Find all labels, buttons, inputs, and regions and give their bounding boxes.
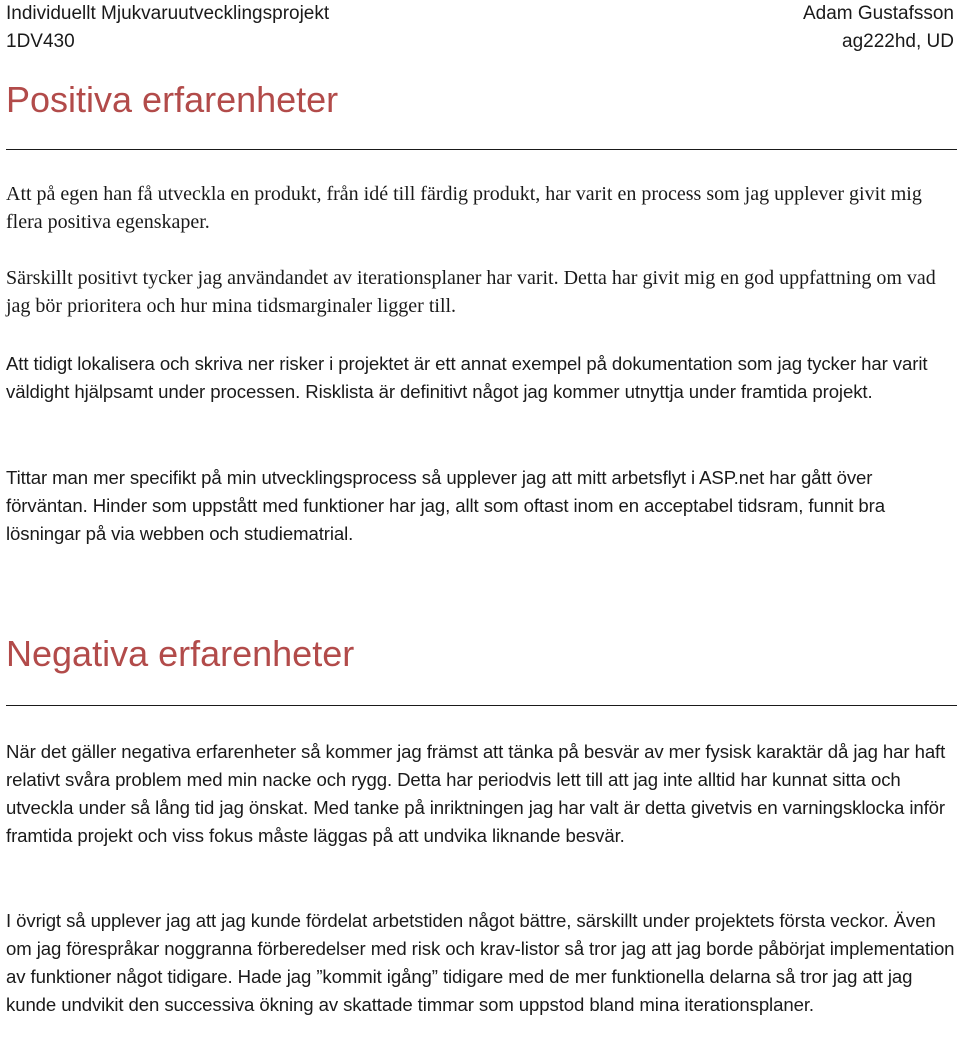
heading-underline bbox=[6, 149, 957, 150]
positive-paragraph-2: Särskillt positivt tycker jag användandet av iterationsplaner har varit. Detta har givit mig en god uppfattning om vad jag bör prioritera och hur mina tidsmarginaler ligger till. bbox=[6, 267, 936, 317]
course-title: Individuellt Mjukvaruutvecklingsprojekt bbox=[6, 3, 330, 24]
heading-underline bbox=[6, 705, 957, 706]
positive-paragraph-3: Att tidigt lokalisera och skriva ner risker i projektet är ett annat exempel på dokumentation som jag tycker har varit väldight hjälpsamt under processen. Risklista är definitivt något jag kommer utnyttja under framtida projekt. bbox=[6, 353, 928, 402]
author-id: ag222hd, UD bbox=[842, 31, 954, 52]
author-name: Adam Gustafsson bbox=[802, 3, 954, 24]
positive-experiences-heading: Positiva erfarenheter bbox=[6, 79, 339, 120]
course-code: 1DV430 bbox=[6, 31, 75, 52]
positive-paragraph-1: Att på egen han få utveckla en produkt, från idé till färdig produkt, har varit en process som jag upplever givit mig flera positiva egenskaper. bbox=[6, 183, 922, 233]
header-right bbox=[803, 0, 954, 56]
page-header bbox=[6, 0, 954, 60]
negative-paragraph-1: När det gäller negativa erfarenheter så kommer jag främst att tänka på besvär av mer fysisk karaktär då jag har haft relativt svåra problem med min nacke och rygg. Detta har periodvis lett till att jag inte alltid har kunnat sitta och utveckla under så lång tid jag önskat. Med tanke på inriktningen jag har valt är detta givetvis en varningsklocka inför framtida projekt och viss fokus måste läggas på att undvika liknande besvär. bbox=[6, 741, 946, 846]
positive-paragraph-4: Tittar man mer specifikt på min utvecklingsprocess så upplever jag att mitt arbetsflyt i ASP.net har gått över förväntan. Hinder som uppstått med funktioner har jag, allt som oftast inom en acceptabel tidsram, funnit bra lösningar på via webben och studiematrial. bbox=[6, 467, 885, 544]
header-left bbox=[6, 0, 329, 56]
negative-paragraph-2: I övrigt så upplever jag att jag kunde fördelat arbetstiden något bättre, särskillt under projektets första veckor. Även om jag förespråkar noggranna förberedelser med risk och krav-listor så tror jag att jag borde påbörjat implementation av funktioner något tidigare. Hade jag ”kommit igång” tidigare med de mer funktionella delarna så tror jag att jag kunde undvikit den successiva ökning av skattade timmar som uppstod bland mina iterationsplaner. bbox=[6, 910, 955, 1015]
negative-experiences-heading: Negativa erfarenheter bbox=[6, 633, 355, 674]
